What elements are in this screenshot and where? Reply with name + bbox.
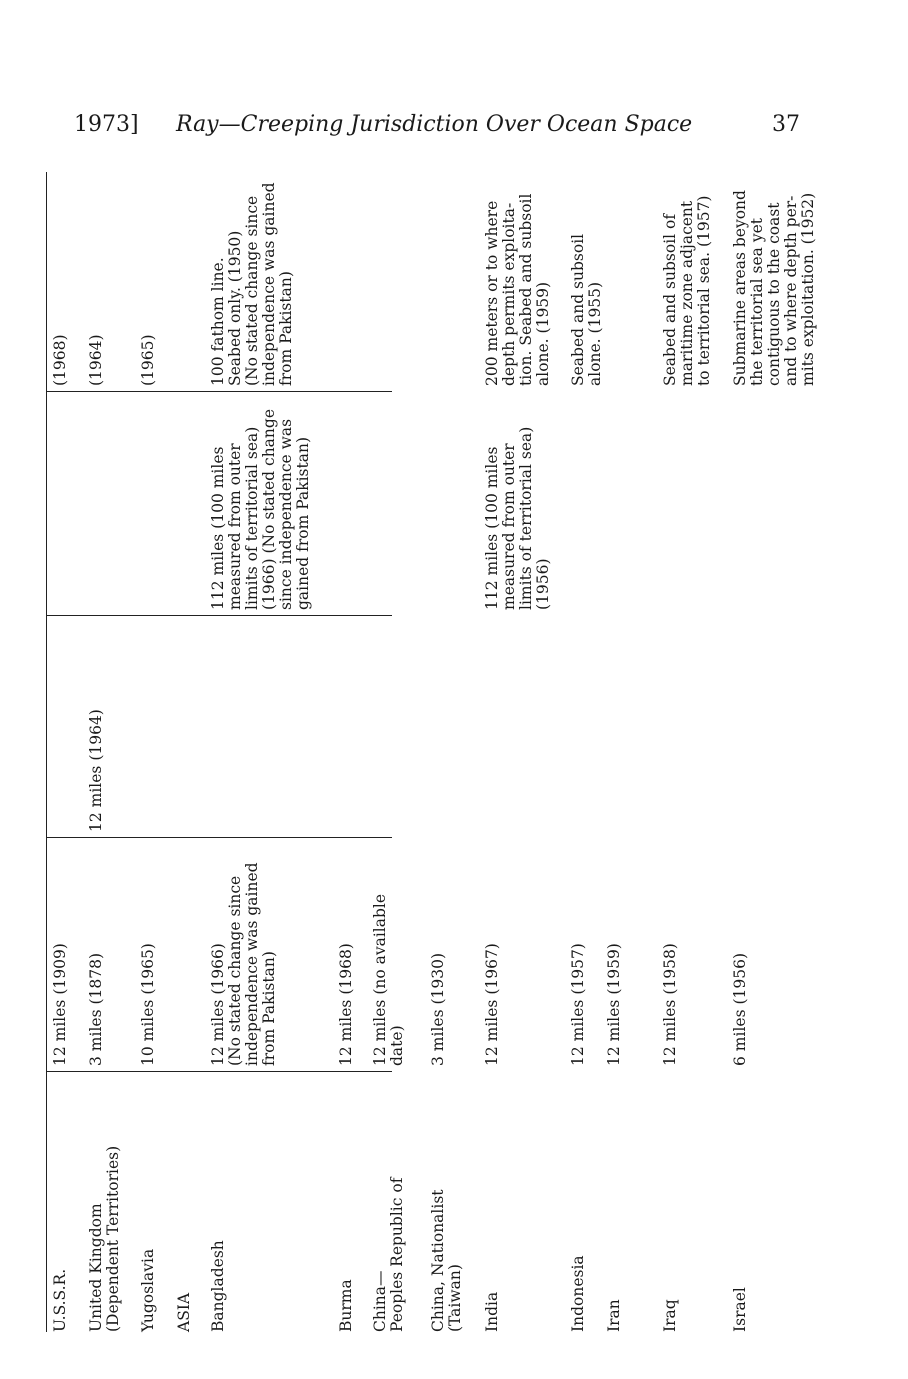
cell-country: U.S.S.R. <box>51 1268 69 1332</box>
cell-country: China— Peoples Republic of <box>371 1177 406 1332</box>
header-title: Ray—Creeping Jurisdiction Over Ocean Space <box>176 112 693 137</box>
cell-country: Iraq <box>661 1299 679 1332</box>
cell-territorial: 3 miles (1878) <box>87 953 105 1066</box>
cell-territorial: 12 miles (1968) <box>337 943 355 1066</box>
page-number: 37 <box>772 112 800 137</box>
column-rule-1 <box>46 1071 392 1072</box>
cell-territorial: 12 miles (no available date) <box>371 893 406 1066</box>
cell-country: India <box>483 1291 501 1332</box>
cell-contiguous: 112 miles (100 miles measured from outer limits of territorial sea) (1956) <box>483 426 552 610</box>
column-rule-2 <box>46 837 392 838</box>
cell-shelf: 100 fathom line. Seabed only. (1950) (No stated change since independence was gained from Pakistan) <box>209 182 295 386</box>
header-year: 1973] <box>74 112 139 137</box>
cell-territorial: 10 miles (1965) <box>139 943 157 1066</box>
cell-country: Israel <box>731 1287 749 1332</box>
cell-country: ASIA <box>175 1292 193 1332</box>
cell-shelf: (1968) <box>51 334 69 386</box>
cell-country: Indonesia <box>569 1255 587 1332</box>
cell-shelf: Seabed and subsoil alone. (1955) <box>569 233 604 386</box>
running-header <box>0 112 908 144</box>
cell-territorial: 12 miles (1957) <box>569 943 587 1066</box>
column-rule-4 <box>46 391 392 392</box>
table-top-rule <box>46 172 47 1332</box>
cell-shelf: Seabed and subsoil of maritime zone adjacent to territorial sea. (1957) <box>661 195 713 386</box>
cell-country: United Kingdom (Dependent Territories) <box>87 1145 122 1332</box>
cell-territorial: 12 miles (1966) (No stated change since independence was gained from Pakistan) <box>209 862 278 1066</box>
cell-shelf: 200 meters or to where depth permits exploita- tion. Seabed and subsoil alone. (1959) <box>483 193 552 386</box>
cell-country: Yugoslavia <box>139 1248 157 1332</box>
cell-shelf: (1964) <box>87 334 105 386</box>
jurisdiction-table <box>46 172 826 1332</box>
cell-fishing: 12 miles (1964) <box>87 709 105 832</box>
cell-territorial: 12 miles (1967) <box>483 943 501 1066</box>
cell-territorial: 12 miles (1959) <box>605 943 623 1066</box>
cell-shelf: Submarine areas beyond the territorial sea yet contiguous to the coast and to where depth per- mits exploitation. (1952) <box>731 190 817 386</box>
cell-territorial: 6 miles (1956) <box>731 953 749 1066</box>
cell-territorial: 12 miles (1958) <box>661 943 679 1066</box>
cell-shelf: (1965) <box>139 334 157 386</box>
cell-country: Burma <box>337 1279 355 1332</box>
column-rule-3 <box>46 615 392 616</box>
cell-country: Iran <box>605 1299 623 1332</box>
cell-country: China, Nationalist (Taiwan) <box>429 1189 464 1332</box>
cell-contiguous: 112 miles (100 miles measured from outer limits of territorial sea) (1966) (No stated change since independence was gained from Pakistan) <box>209 409 312 610</box>
cell-country: Bangladesh <box>209 1240 227 1332</box>
cell-territorial: 3 miles (1930) <box>429 953 447 1066</box>
cell-territorial: 12 miles (1909) <box>51 943 69 1066</box>
